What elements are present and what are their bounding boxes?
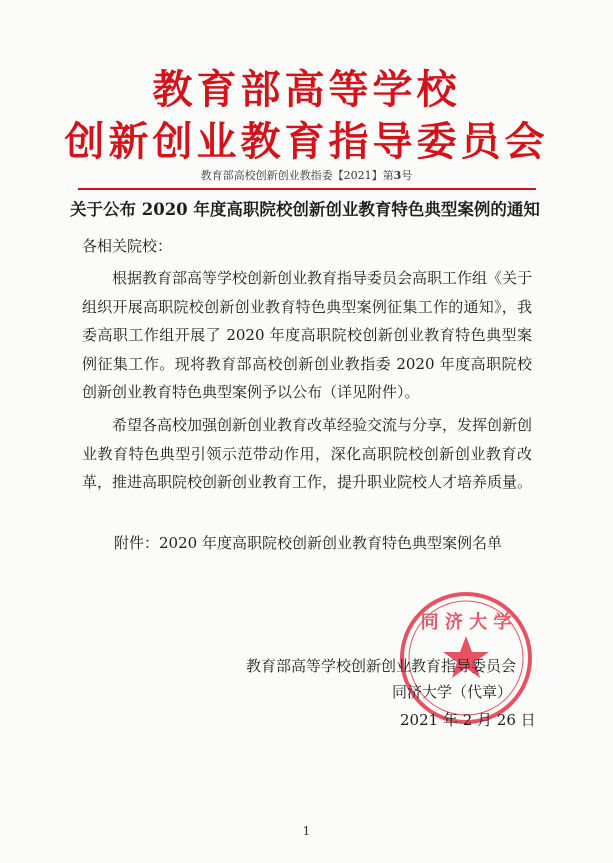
signature-organization: 教育部高等学校创新创业教育指导委员会	[246, 657, 517, 675]
document-number-suffix: 号	[401, 169, 413, 182]
body-paragraph-2: 希望各高校加强创新创业教育改革经验交流与分享，发挥创新创业教育特色典型引领示范带动作用，深化高职院校创新创业教育改革，推进高职院校创新创业教育工作，提升职业院校人才培养质量。	[82, 416, 533, 491]
document-number-prefix: 教育部高校创新创业教指委【2021】第	[200, 169, 394, 182]
salutation: 各相关院校：	[82, 237, 173, 255]
svg-text:同 济 大 学: 同 济 大 学	[420, 612, 512, 633]
header-org-line-2: 创新创业教育指导委员会	[64, 118, 549, 165]
attachment-note: 附件：2020 年度高职院校创新创业教育特色典型案例名单	[114, 534, 502, 552]
document-number-value: 3	[393, 169, 402, 182]
header-org-line-1: 教育部高等学校	[152, 66, 461, 113]
page-number: 1	[302, 824, 311, 838]
document-title: 关于公布 2020 年度高职院校创新创业教育特色典型案例的通知	[70, 200, 540, 219]
signature-date: 2021 年 2 月 26 日	[400, 711, 536, 729]
signature-agent: 同济大学（代章）	[392, 683, 513, 701]
header-divider	[78, 188, 536, 190]
document-number	[0, 168, 613, 184]
body-paragraph-1: 根据教育部高等学校创新创业教育指导委员会高职工作组《关于组织开展高职院校创新创业教育特色典型案例征集工作的通知》，我委高职工作组开展了 2020 年度高职院校创新创业教育特色典型案例征集工作。现将教育部高校创新创业教指委 2020 年度高职院校创新创业教育特色典型案例予以公布（详见附件）。	[82, 269, 533, 401]
